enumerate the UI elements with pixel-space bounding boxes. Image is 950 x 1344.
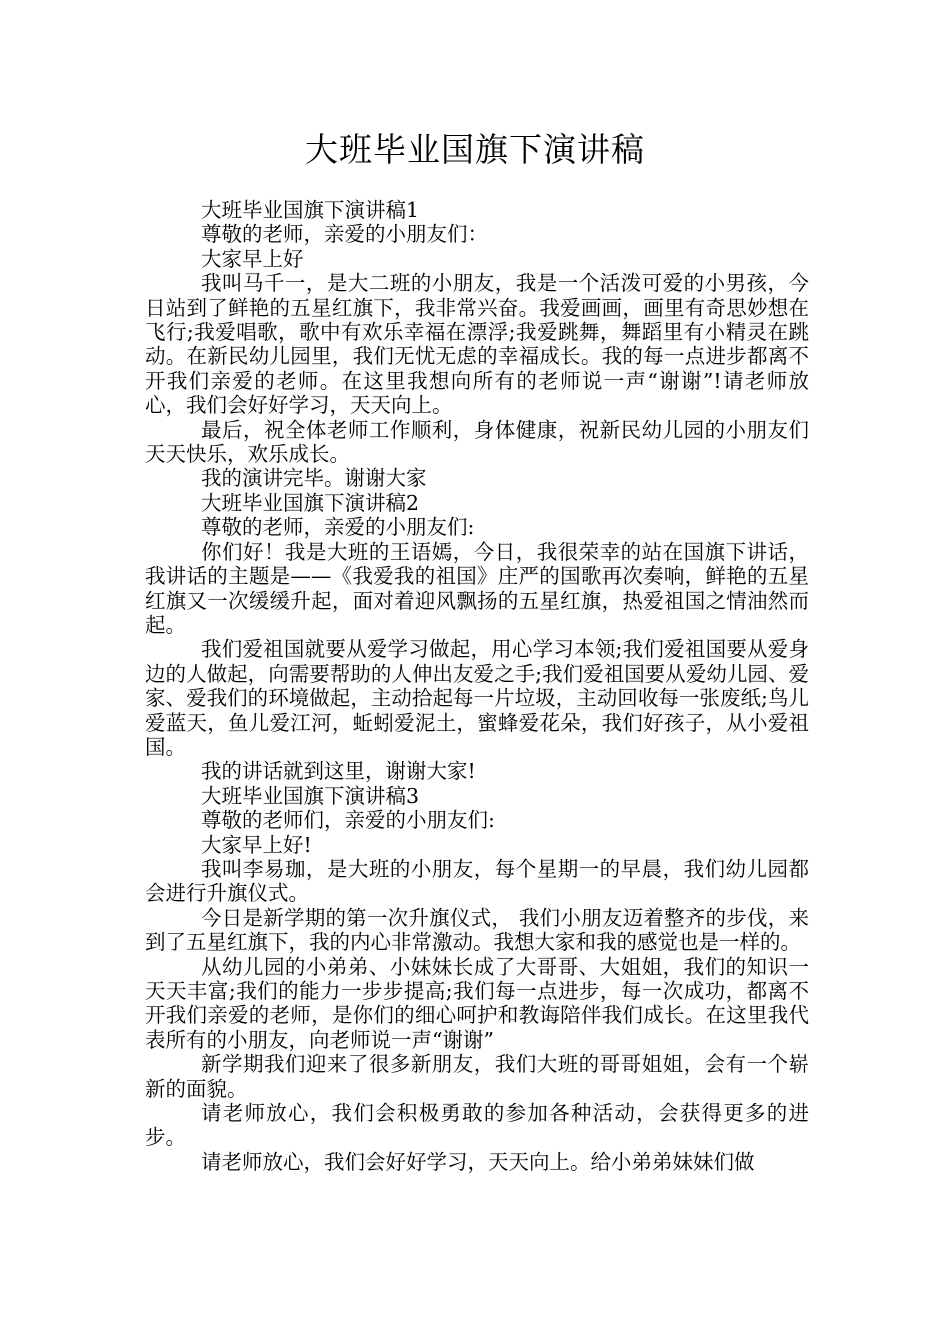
paragraph-17: 从幼儿园的小弟弟、小妹妹长成了大哥哥、大姐姐，我们的知识一天天丰富;我们的能力一步步提高;我们每一点进步，每一次成功，都离不开我们亲爱的老师，是你们的细心呵护和教诲陪伴我们成长。在这里我代表所有的小朋友，向老师说一声“谢谢”	[145, 954, 809, 1052]
paragraph-19: 请老师放心，我们会积极勇敢的参加各种活动，会获得更多的进步。	[145, 1101, 809, 1150]
paragraph-2: 尊敬的老师，亲爱的小朋友们：	[201, 222, 488, 247]
paragraph-8: 尊敬的老师，亲爱的小朋友们:	[201, 515, 475, 540]
paragraph-1: 大班毕业国旗下演讲稿1	[201, 198, 420, 222]
paragraph-3: 大家早上好	[201, 246, 304, 271]
paragraph-4: 我叫马千一，是大二班的小朋友，我是一个活泼可爱的小男孩，今日站到了鲜艳的五星红旗下，我非常兴奋。我爱画画，画里有奇思妙想在飞行;我爱唱歌，歌中有欢乐幸福在漂浮;我爱跳舞，舞蹈里有小精灵在跳动。在新民幼儿园里，我们无忧无虑的幸福成长。我的每一点进步都离不开我们亲爱的老师。在这里我想向所有的老师说一声“谢谢”!请老师放心，我们会好好学习，天天向上。	[145, 271, 809, 418]
paragraph-14: 大家早上好!	[201, 832, 312, 857]
paragraph-20: 请老师放心，我们会好好学习，天天向上。给小弟弟妹妹们做	[201, 1149, 755, 1174]
paragraph-13: 尊敬的老师们，亲爱的小朋友们:	[201, 808, 495, 833]
paragraph-6: 我的演讲完毕。谢谢大家	[201, 466, 427, 491]
paragraph-5: 最后，祝全体老师工作顺利，身体健康，祝新民幼儿园的小朋友们天天快乐，欢乐成长。	[145, 417, 809, 467]
paragraph-9: 你们好！我是大班的王语嫣，今日，我很荣幸的站在国旗下讲话，我讲话的主题是——《我爱我的祖国》庄严的国歌再次奏响，鲜艳的五星红旗又一次缓缓升起，面对着迎风飘扬的五星红旗，热爱祖国之情油然而起。	[145, 539, 809, 637]
paragraph-7: 大班毕业国旗下演讲稿2	[201, 490, 420, 515]
paragraph-12: 大班毕业国旗下演讲稿3	[201, 783, 420, 808]
paragraph-15: 我叫李易珈，是大班的小朋友，每个星期一的早晨，我们幼儿园都会进行升旗仪式。	[145, 856, 809, 906]
page-title: 大班毕业国旗下演讲稿	[305, 130, 645, 169]
document-body	[145, 198, 809, 1174]
paragraph-18: 新学期我们迎来了很多新朋友，我们大班的哥哥姐姐，会有一个崭新的面貌。	[145, 1052, 809, 1101]
paragraph-10: 我们爱祖国就要从爱学习做起，用心学习本领;我们爱祖国要从爱身边的人做起，向需要帮助的人伸出友爱之手;我们爱祖国要从爱幼儿园、爱家、爱我们的环境做起，主动拾起每一片垃圾，主动回收每一张废纸;鸟儿爱蓝天，鱼儿爱江河，蚯蚓爱泥土，蜜蜂爱花朵，我们好孩子，从小爱祖国。	[145, 637, 809, 759]
paragraph-16: 今日是新学期的第一次升旗仪式， 我们小朋友迈着整齐的步伐，来到了五星红旗下，我的内心非常激动。我想大家和我的感觉也是一样的。	[145, 905, 809, 955]
paragraph-11: 我的讲话就到这里，谢谢大家!	[201, 759, 476, 784]
